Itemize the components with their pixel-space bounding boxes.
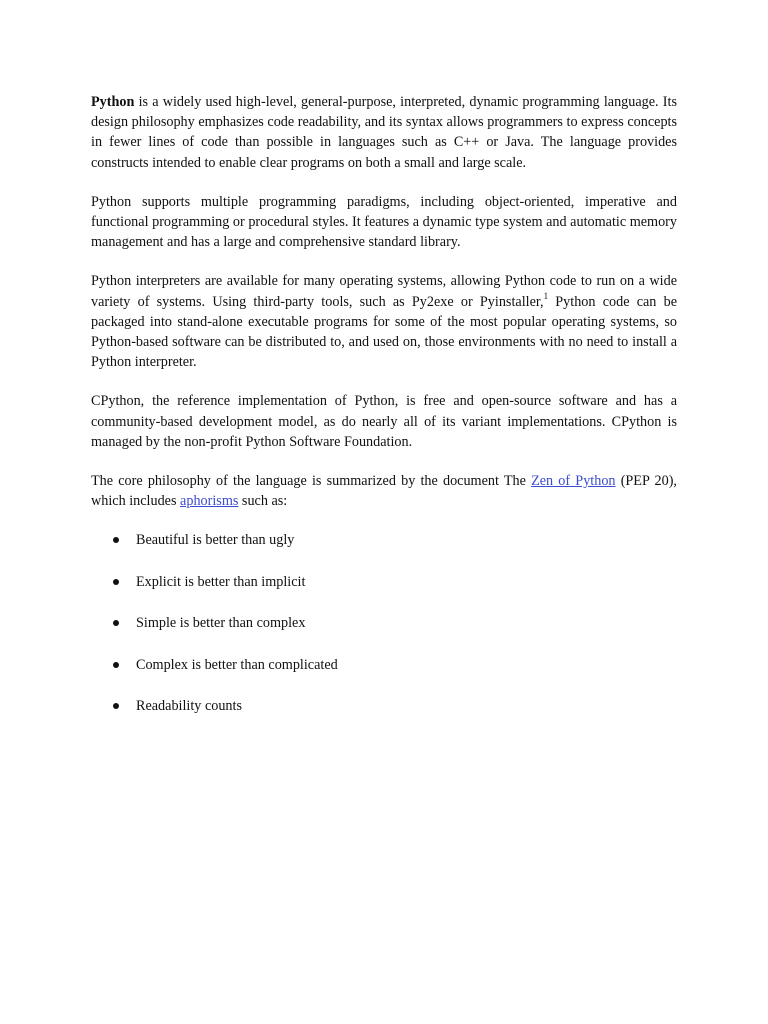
- document-body: [91, 92, 677, 738]
- paragraph-cpython: [91, 391, 677, 452]
- footnote-reference[interactable]: 1: [543, 290, 549, 301]
- aphorism-text: Beautiful is better than ugly: [136, 532, 295, 549]
- bullet-icon: [113, 537, 119, 543]
- bullet-icon: [113, 579, 119, 585]
- bullet-icon: [113, 703, 119, 709]
- paragraph-intro: [91, 92, 677, 173]
- bullet-icon: [113, 662, 119, 668]
- bold-lead-python: Python: [91, 94, 135, 110]
- aphorism-text: Complex is better than complicated: [136, 656, 338, 673]
- list-item: [91, 572, 677, 592]
- paragraph-paradigms: [91, 192, 677, 253]
- aphorisms-list: [91, 530, 677, 716]
- list-item: [91, 530, 677, 550]
- aphorism-text: Readability counts: [136, 698, 242, 715]
- bullet-icon: [113, 620, 119, 626]
- paragraph-philosophy-text-before: The core philosophy of the language is summarized by the document The: [91, 473, 532, 490]
- paragraph-interpreters-text-after: Python code can be packaged into stand-alone executable programs for some of the most popular operating systems, so Python-based software can be distributed to, and used on, those environments with no need to install a Python interpreter.: [91, 293, 677, 371]
- paragraph-philosophy: [91, 471, 677, 511]
- aphorism-text: Simple is better than complex: [136, 615, 306, 632]
- paragraph-interpreters: [91, 271, 677, 372]
- paragraph-philosophy-text-middle: (PEP 20), which includes: [91, 473, 677, 510]
- paragraph-interpreters-text-before: Python interpreters are available for many operating systems, allowing Python code to run on a wide variety of systems. Using third-party tools, such as Py2exe or Pyinstaller,: [91, 273, 677, 310]
- paragraph-intro-text: is a widely used high-level, general-purpose, interpreted, dynamic programming language. Its design philosophy emphasizes code readability, and its syntax allows programmers to express concepts in fewer lines of code than possible in languages such as C++ or Java. The language provides constructs intended to enable clear programs on both a small and large scale.: [91, 94, 677, 171]
- list-item: [91, 655, 677, 675]
- aphorism-text: Explicit is better than implicit: [136, 573, 306, 590]
- list-item: [91, 696, 677, 716]
- paragraph-paradigms-text: Python supports multiple programming paradigms, including object-oriented, imperative and functional programming or procedural styles. It features a dynamic type system and automatic memory management and has a large and comprehensive standard library.: [91, 193, 677, 251]
- aphorisms-link[interactable]: aphorisms: [180, 493, 239, 510]
- list-item: [91, 613, 677, 633]
- paragraph-cpython-text: CPython, the reference implementation of Python, is free and open-source software and has a community-based development model, as do nearly all of its variant implementations. CPython is managed by the non-profit Python Software Foundation.: [91, 393, 677, 450]
- zen-of-python-link[interactable]: Zen of Python: [531, 473, 616, 490]
- paragraph-philosophy-text-after: such as:: [238, 493, 288, 510]
